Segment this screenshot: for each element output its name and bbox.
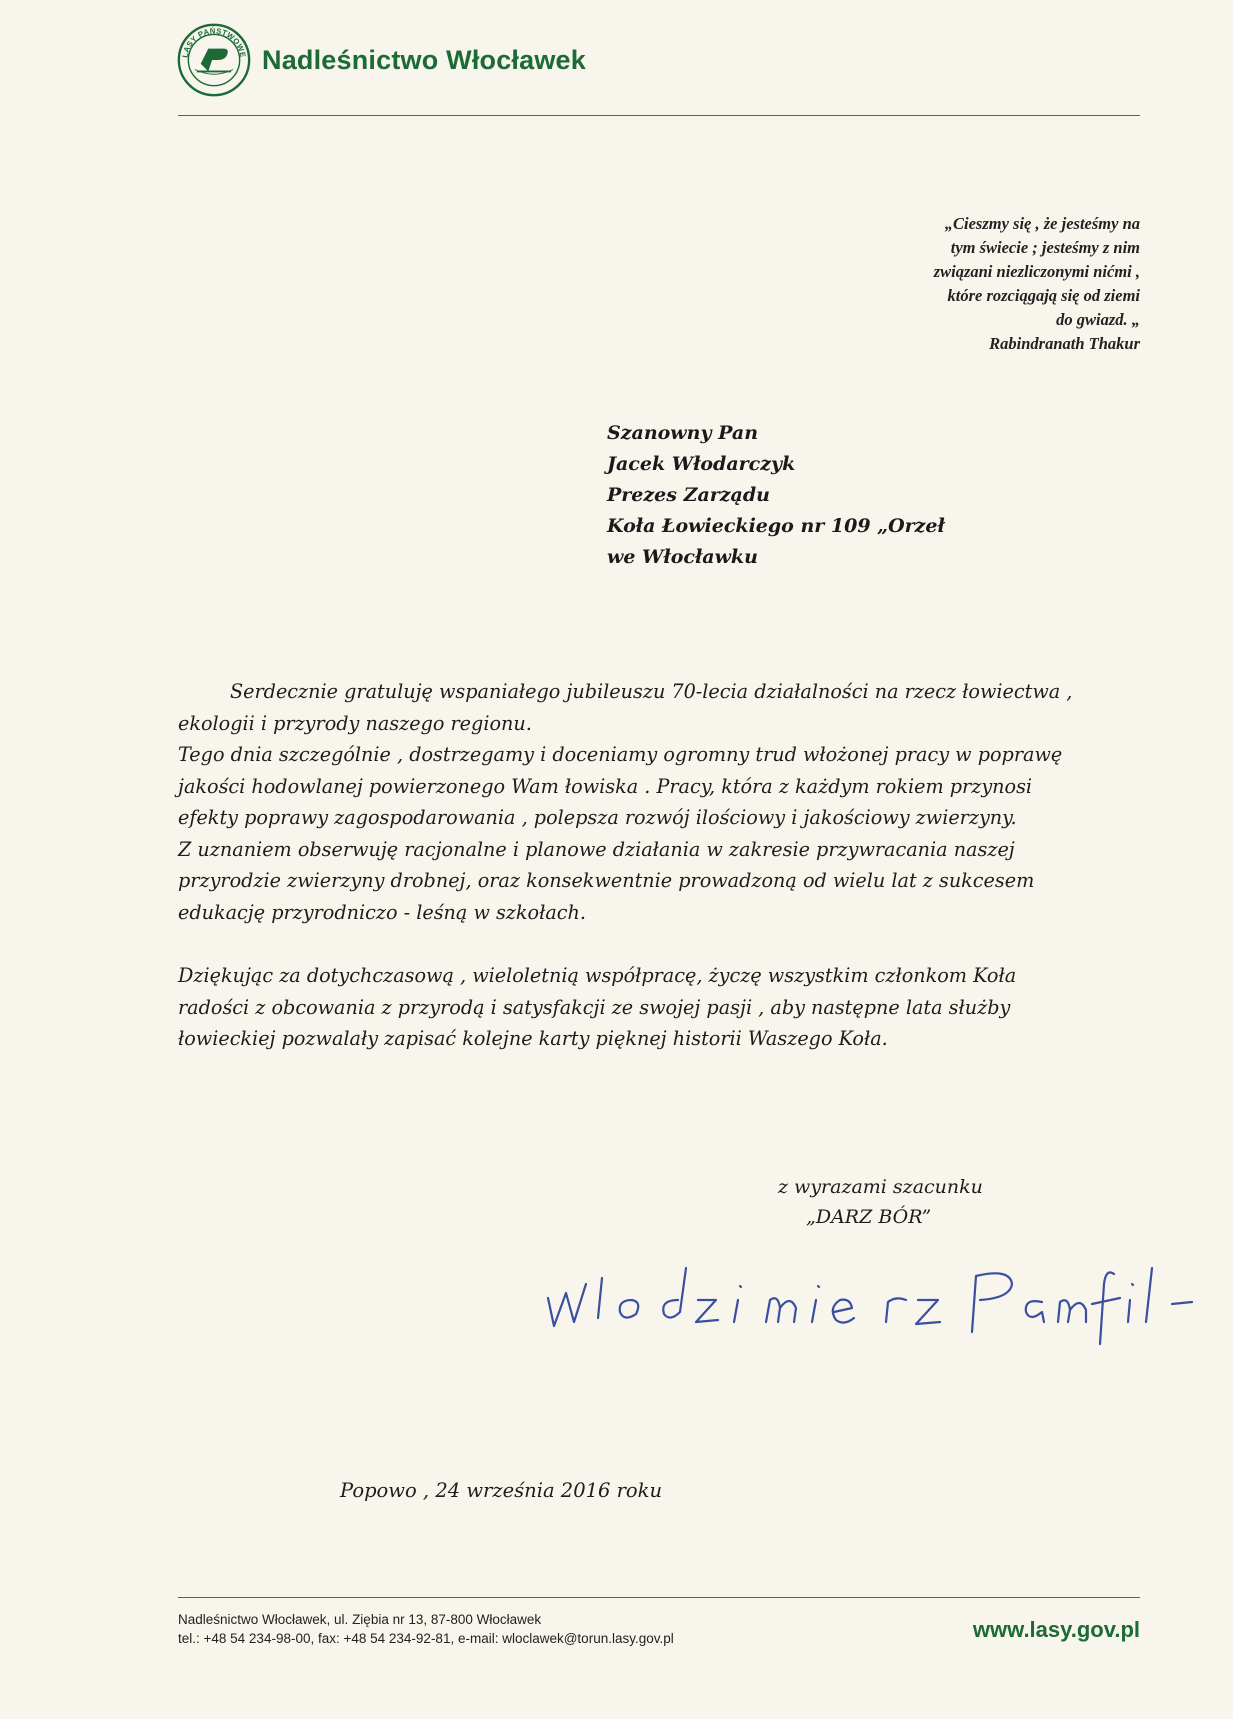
paragraph-gap: [178, 928, 1118, 960]
recipient-organization: Koła Łowieckiego nr 109 „Orzeł: [607, 515, 945, 537]
motto-line: do gwiazd. „: [1056, 310, 1140, 329]
letterhead: [176, 22, 586, 98]
motto-line: które rozciągają się od ziemi: [947, 286, 1140, 305]
motto-author: Rabindranath Thakur: [989, 334, 1140, 353]
recipient-name: Jacek Włodarczyk: [607, 453, 796, 475]
header-divider: [178, 115, 1140, 116]
logo-text: LASY PAŃSTWOWE: [180, 26, 248, 59]
handwritten-signature: [540, 1238, 1200, 1348]
body-line: Dziękując za dotychczasową , wieloletnią współpracę, życzę wszystkim członkom Koła: [178, 964, 1017, 987]
body-line: edukację przyrodniczo - leśną w szkołach.: [178, 900, 586, 924]
body-line: Serdecznie gratuluję wspaniałego jubileuszu 70-lecia działalności na rzecz łowiectwa ,: [230, 680, 1073, 703]
body-line: łowieckiej pozwalały zapisać kolejne karty pięknej historii Waszego Koła.: [178, 1027, 888, 1050]
organization-name: Nadleśnictwo Włocławek: [262, 44, 586, 75]
body-line: ekologii i przyrody naszego regionu.: [178, 711, 532, 735]
recipient-title: Prezes Zarządu: [607, 484, 770, 506]
body-line: przyrodzie zwierzyny drobnej, oraz konsekwentnie prowadzoną od wielu lat z sukcesem: [178, 869, 1035, 892]
recipient-salutation: Szanowny Pan: [607, 422, 759, 444]
letter-body: [178, 676, 1118, 1055]
lasy-panstwowe-logo-icon: [176, 22, 252, 98]
closing-greeting: „DARZ BÓR”: [806, 1206, 932, 1228]
footer-phone-email: tel.: +48 54 234-98-00, fax: +48 54 234-92-81, e-mail: wloclawek@torun.lasy.gov.pl: [178, 1631, 674, 1646]
closing: [778, 1172, 983, 1232]
body-line: efekty poprawy zagospodarowania , polepsza rozwój ilościowy i jakościowy zwierzyny.: [178, 806, 1017, 829]
motto-quote: [810, 212, 1140, 356]
body-line: Z uznaniem obserwuję racjonalne i planowe działania w zakresie przywracania naszej: [178, 837, 1015, 861]
motto-line: związani niezliczonymi nićmi ,: [933, 262, 1140, 281]
footer-address: Nadleśnictwo Włocławek, ul. Ziębia nr 13, 87-800 Włocławek: [178, 1612, 542, 1627]
body-line: radości z obcowania z przyrodą i satysfakcji ze swojej pasji , aby następne lata służby: [178, 995, 1011, 1019]
motto-line: tym świecie ; jesteśmy z nim: [950, 238, 1140, 257]
body-line: jakości hodowlanej powierzonego Wam łowiska . Pracy, która z każdym rokiem przynosi: [178, 774, 1033, 798]
body-line: Tego dnia szczególnie , dostrzegamy i doceniamy ogromny trud włożonej pracy w poprawę: [178, 743, 1063, 766]
recipient-address: [607, 418, 945, 573]
place-and-date: Popowo , 24 września 2016 roku: [340, 1479, 663, 1502]
closing-regards: z wyrazami szacunku: [778, 1176, 983, 1198]
recipient-city: we Włocławku: [607, 546, 758, 568]
footer-divider: [178, 1597, 1140, 1598]
motto-line: „Cieszmy się , że jesteśmy na: [944, 214, 1140, 233]
footer-website-link[interactable]: www.lasy.gov.pl: [972, 1617, 1140, 1642]
footer-contact: [178, 1610, 674, 1648]
